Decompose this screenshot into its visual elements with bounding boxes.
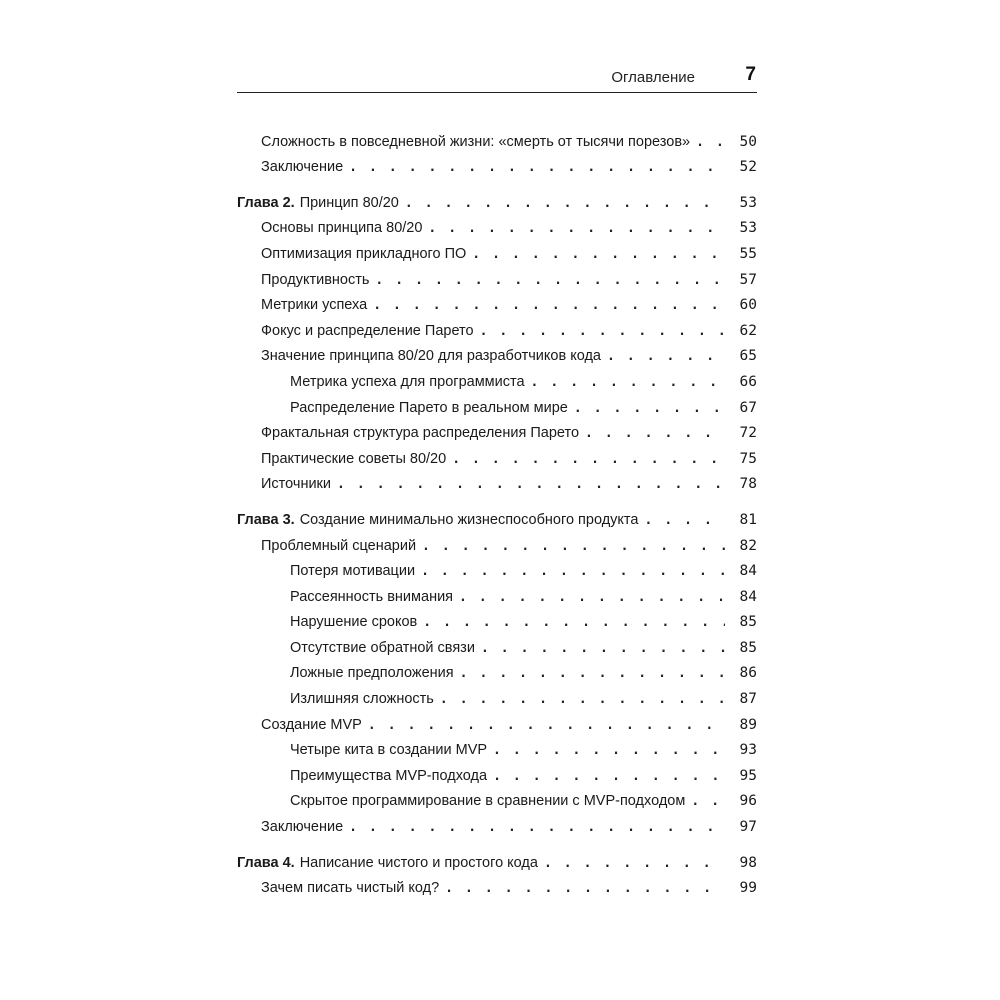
- toc-page-number: 50: [739, 133, 757, 150]
- dot-leader: [440, 692, 725, 707]
- toc-page-number: 57: [739, 271, 757, 288]
- running-header: [237, 66, 757, 93]
- toc-entry: [237, 262, 757, 288]
- toc-entry: [237, 871, 757, 897]
- dot-leader: [574, 401, 725, 416]
- toc-entry: [237, 733, 757, 759]
- toc-page-number: 82: [739, 537, 757, 554]
- dot-leader: [459, 590, 725, 605]
- toc-entry: [237, 528, 757, 554]
- dot-leader: [644, 513, 725, 528]
- toc-entry-title: Ложные предположения: [290, 665, 454, 682]
- dot-leader: [405, 196, 725, 211]
- toc-entry-title: Заключение: [261, 819, 344, 836]
- toc-page-number: 66: [739, 373, 757, 390]
- dot-leader: [368, 718, 725, 733]
- toc-page-number: 97: [739, 819, 757, 836]
- toc-entry-title: Нарушение сроков: [290, 614, 418, 631]
- toc-entry: [237, 630, 757, 656]
- dot-leader: [349, 160, 725, 175]
- toc-entry-title: Создание MVP: [261, 716, 362, 733]
- chapter-label: Глава 2.: [237, 194, 295, 211]
- toc-page-number: 60: [739, 297, 757, 314]
- toc-entry-title: Продуктивность: [261, 271, 370, 288]
- toc-entry-title: Преимущества MVP-подхода: [290, 767, 488, 784]
- toc-entry-title: Принцип 80/20: [299, 194, 399, 211]
- dot-leader: [428, 221, 725, 236]
- toc-chapter-entry: [237, 845, 757, 871]
- dot-leader: [460, 666, 725, 681]
- dot-leader: [480, 324, 725, 339]
- dot-leader: [422, 539, 725, 554]
- toc-entry-title: Практические советы 80/20: [261, 450, 447, 467]
- toc-entry-title: Излишняя сложность: [290, 691, 434, 708]
- dot-leader: [696, 135, 725, 150]
- toc-entry-title: Значение принципа 80/20 для разработчиков кода: [261, 348, 601, 365]
- chapter-label: Глава 3.: [237, 511, 295, 528]
- toc-entry: [237, 416, 757, 442]
- toc-entry-title: Метрика успеха для программиста: [290, 373, 525, 390]
- toc-page-number: 84: [739, 588, 757, 605]
- toc-entry: [237, 288, 757, 314]
- toc-entry-title: Скрытое программирование в сравнении с MVP-подходом: [290, 793, 686, 810]
- toc-entry: [237, 467, 757, 493]
- toc-page-number: 55: [739, 245, 757, 262]
- dot-leader: [452, 452, 725, 467]
- toc-entry-title: Фрактальная структура распределения Парето: [261, 425, 580, 442]
- dot-leader: [544, 856, 725, 871]
- toc-page-number: 93: [739, 742, 757, 759]
- dot-leader: [607, 349, 725, 364]
- header-title: Оглавление: [611, 69, 695, 86]
- dot-leader: [349, 820, 725, 835]
- dot-leader: [585, 426, 725, 441]
- toc-entry-title: Фокус и распределение Парето: [261, 322, 474, 339]
- toc-page-number: 96: [739, 793, 757, 810]
- toc-entry: [237, 758, 757, 784]
- dot-leader: [691, 794, 725, 809]
- toc-entry-title: Сложность в повседневной жизни: «смерть от тысячи порезов»: [261, 133, 691, 150]
- dot-leader: [493, 769, 725, 784]
- toc-entry: [237, 211, 757, 237]
- toc-page-number: 85: [739, 639, 757, 656]
- toc-entry: [237, 124, 757, 150]
- toc-page-number: 89: [739, 716, 757, 733]
- toc-page-number: 62: [739, 322, 757, 339]
- toc-chapter-entry: [237, 502, 757, 528]
- toc-entry: [237, 681, 757, 707]
- dot-leader: [421, 564, 725, 579]
- table-of-contents: [237, 124, 757, 896]
- dot-leader: [531, 375, 725, 390]
- toc-page-number: 86: [739, 665, 757, 682]
- toc-page-number: 53: [739, 194, 757, 211]
- toc-entry-title: Основы принципа 80/20: [261, 220, 423, 237]
- dot-leader: [373, 298, 725, 313]
- toc-entry-title: Метрики успеха: [261, 297, 368, 314]
- toc-entry: [237, 339, 757, 365]
- toc-page-number: 72: [739, 425, 757, 442]
- toc-chapter-entry: [237, 185, 757, 211]
- toc-entry: [237, 236, 757, 262]
- toc-entry-title: Отсутствие обратной связи: [290, 639, 475, 656]
- toc-page-number: 52: [739, 159, 757, 176]
- toc-page-number: 81: [739, 511, 757, 528]
- toc-entry: [237, 656, 757, 682]
- toc-entry: [237, 707, 757, 733]
- toc-entry: [237, 605, 757, 631]
- toc-entry-title: Потеря мотивации: [290, 563, 416, 580]
- toc-entry: [237, 390, 757, 416]
- toc-entry-title: Зачем писать чистый код?: [261, 880, 440, 897]
- toc-entry: [237, 809, 757, 835]
- toc-page-number: 98: [739, 854, 757, 871]
- chapter-label: Глава 4.: [237, 854, 295, 871]
- dot-leader: [493, 743, 725, 758]
- header-page-number: 7: [745, 64, 756, 85]
- toc-page-number: 84: [739, 563, 757, 580]
- toc-page-number: 85: [739, 614, 757, 631]
- toc-page-number: 99: [739, 880, 757, 897]
- toc-entry: [237, 150, 757, 176]
- toc-page-number: 67: [739, 399, 757, 416]
- toc-page-number: 53: [739, 220, 757, 237]
- toc-entry: [237, 784, 757, 810]
- toc-entry: [237, 313, 757, 339]
- toc-entry-title: Заключение: [261, 159, 344, 176]
- toc-entry: [237, 554, 757, 580]
- dot-leader: [423, 615, 725, 630]
- toc-page-number: 95: [739, 767, 757, 784]
- toc-page-number: 78: [739, 476, 757, 493]
- toc-entry-title: Создание минимально жизнеспособного продукта: [299, 511, 639, 528]
- toc-entry-title: Четыре кита в создании MVP: [290, 742, 488, 759]
- dot-leader: [337, 477, 725, 492]
- toc-page-number: 65: [739, 348, 757, 365]
- toc-page-number: 75: [739, 450, 757, 467]
- dot-leader: [375, 273, 725, 288]
- toc-page-number: 87: [739, 691, 757, 708]
- dot-leader: [472, 247, 725, 262]
- toc-entry: [237, 579, 757, 605]
- dot-leader: [481, 641, 725, 656]
- toc-entry-title: Оптимизация прикладного ПО: [261, 245, 467, 262]
- dot-leader: [445, 881, 725, 896]
- toc-entry-title: Проблемный сценарий: [261, 537, 417, 554]
- toc-entry-title: Рассеянность внимания: [290, 588, 454, 605]
- toc-entry: [237, 364, 757, 390]
- toc-entry-title: Источники: [261, 476, 332, 493]
- toc-entry-title: Распределение Парето в реальном мире: [290, 399, 568, 416]
- toc-entry: [237, 441, 757, 467]
- toc-entry-title: Написание чистого и простого кода: [299, 854, 538, 871]
